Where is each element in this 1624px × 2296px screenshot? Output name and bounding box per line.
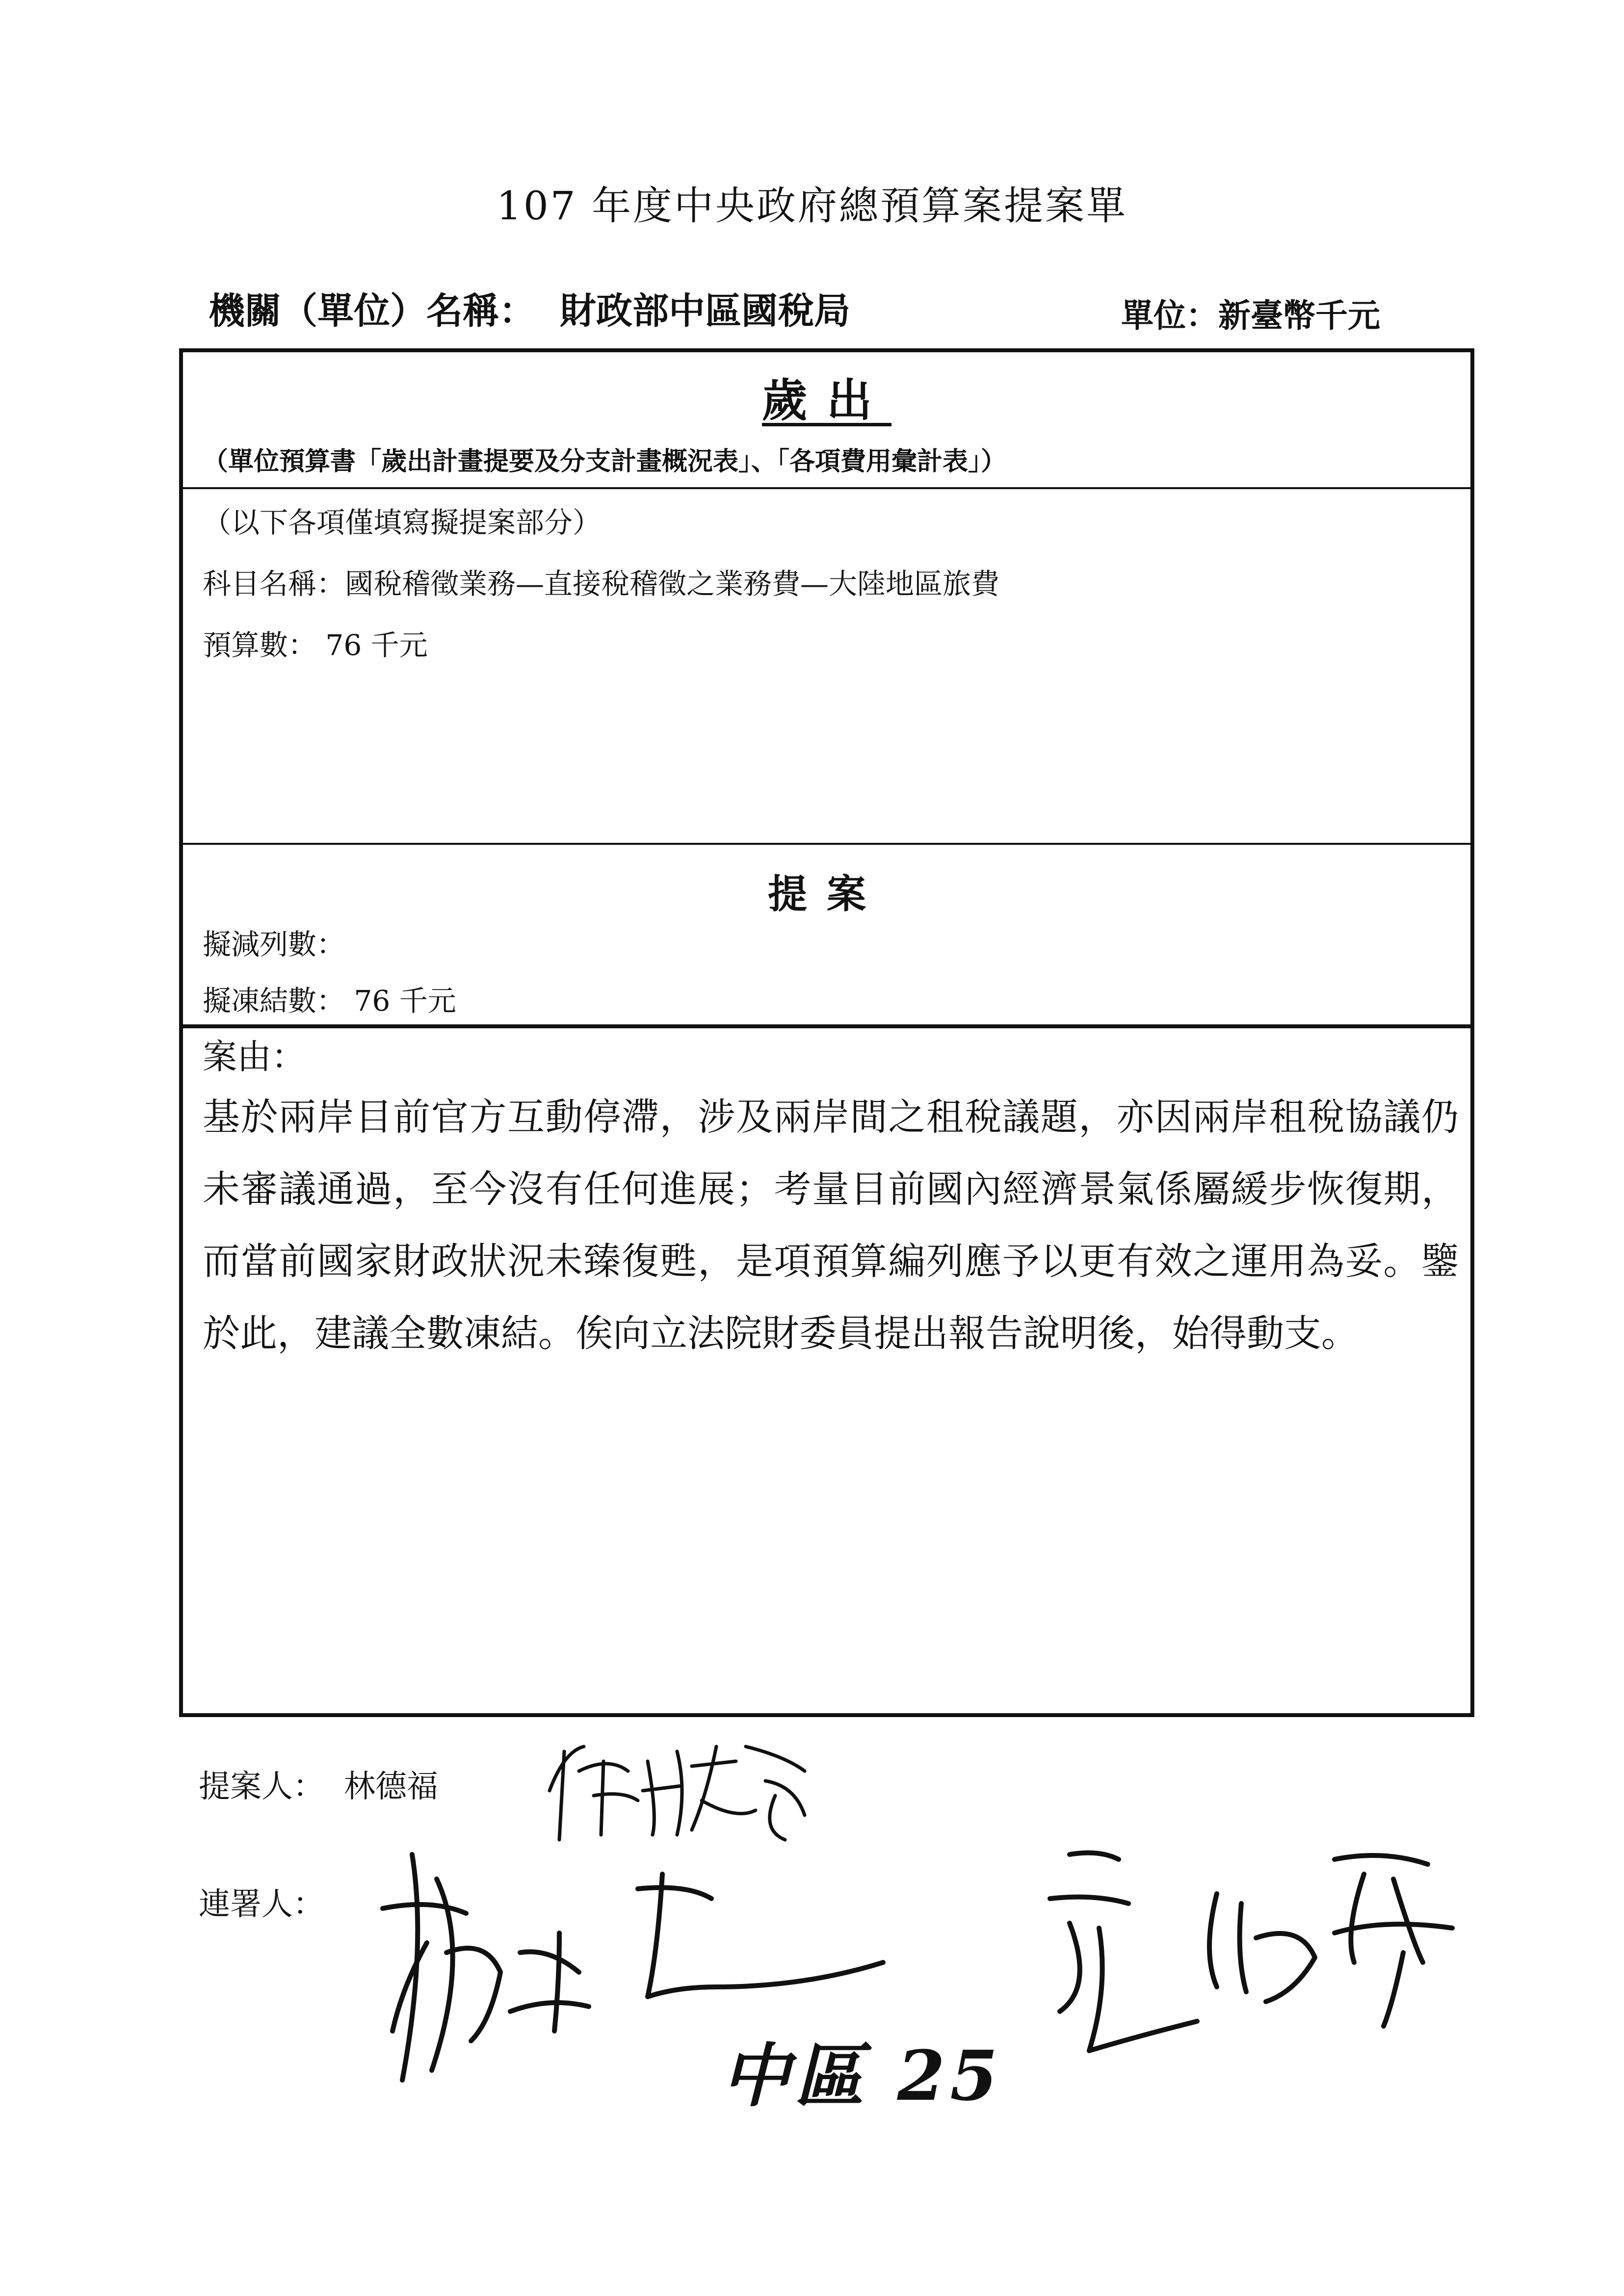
agency-label: 機關（單位）名稱： — [209, 290, 535, 332]
expenditure-subheading: （單位預算書「歲出計畫提要及分支計畫概況表」、「各項費用彙計表」） — [203, 446, 1007, 476]
page-title: 107 年度中央政府總預算案提案單 — [496, 183, 1128, 229]
proposer-line — [199, 1761, 438, 1806]
cosigner-label: 連署人： — [199, 1886, 324, 1923]
expenditure-heading: 歲出 — [761, 374, 891, 427]
budget-amount: 預算數： 76 千元 — [203, 628, 428, 662]
divider — [183, 487, 1470, 489]
proposer-label: 提案人： — [199, 1769, 324, 1805]
proposer-name: 林德福 — [344, 1769, 438, 1805]
freeze-amount: 擬凍結數： 76 千元 — [203, 984, 456, 1018]
agency-name: 財政部中區國稅局 — [560, 290, 850, 332]
divider — [183, 843, 1470, 845]
agency-line — [209, 282, 850, 334]
reduce-amount: 擬減列數： — [203, 928, 345, 961]
divider — [183, 1024, 1470, 1028]
proposal-form — [179, 348, 1474, 1717]
subject-name: 科目名稱：國稅稽徵業務—直接稅稽徵之業務費—大陸地區旅費 — [203, 567, 1000, 600]
reason-text: 基於兩岸目前官方互動停滯，涉及兩岸間之租稅議題，亦因兩岸租稅協議仍未審議通過，至今沒有任何進展；考量目前國內經濟景氣係屬緩步恢復期，而當前國家財政狀況未臻復甦，是項預算編列應予以更有效之運用為妥。鑒於此，建議全數凍結。俟向立法院財委員提出報告說明後，始得動支。 — [203, 1095, 1459, 1355]
proposal-heading: 提案 — [768, 871, 886, 917]
stamp-mark: 中區 25 — [721, 2036, 1003, 2116]
fill-note: （以下各項僅填寫擬提案部分） — [203, 506, 602, 539]
reason-label: 案由： — [203, 1037, 306, 1077]
unit-label: 單位：新臺幣千元 — [1121, 296, 1380, 335]
